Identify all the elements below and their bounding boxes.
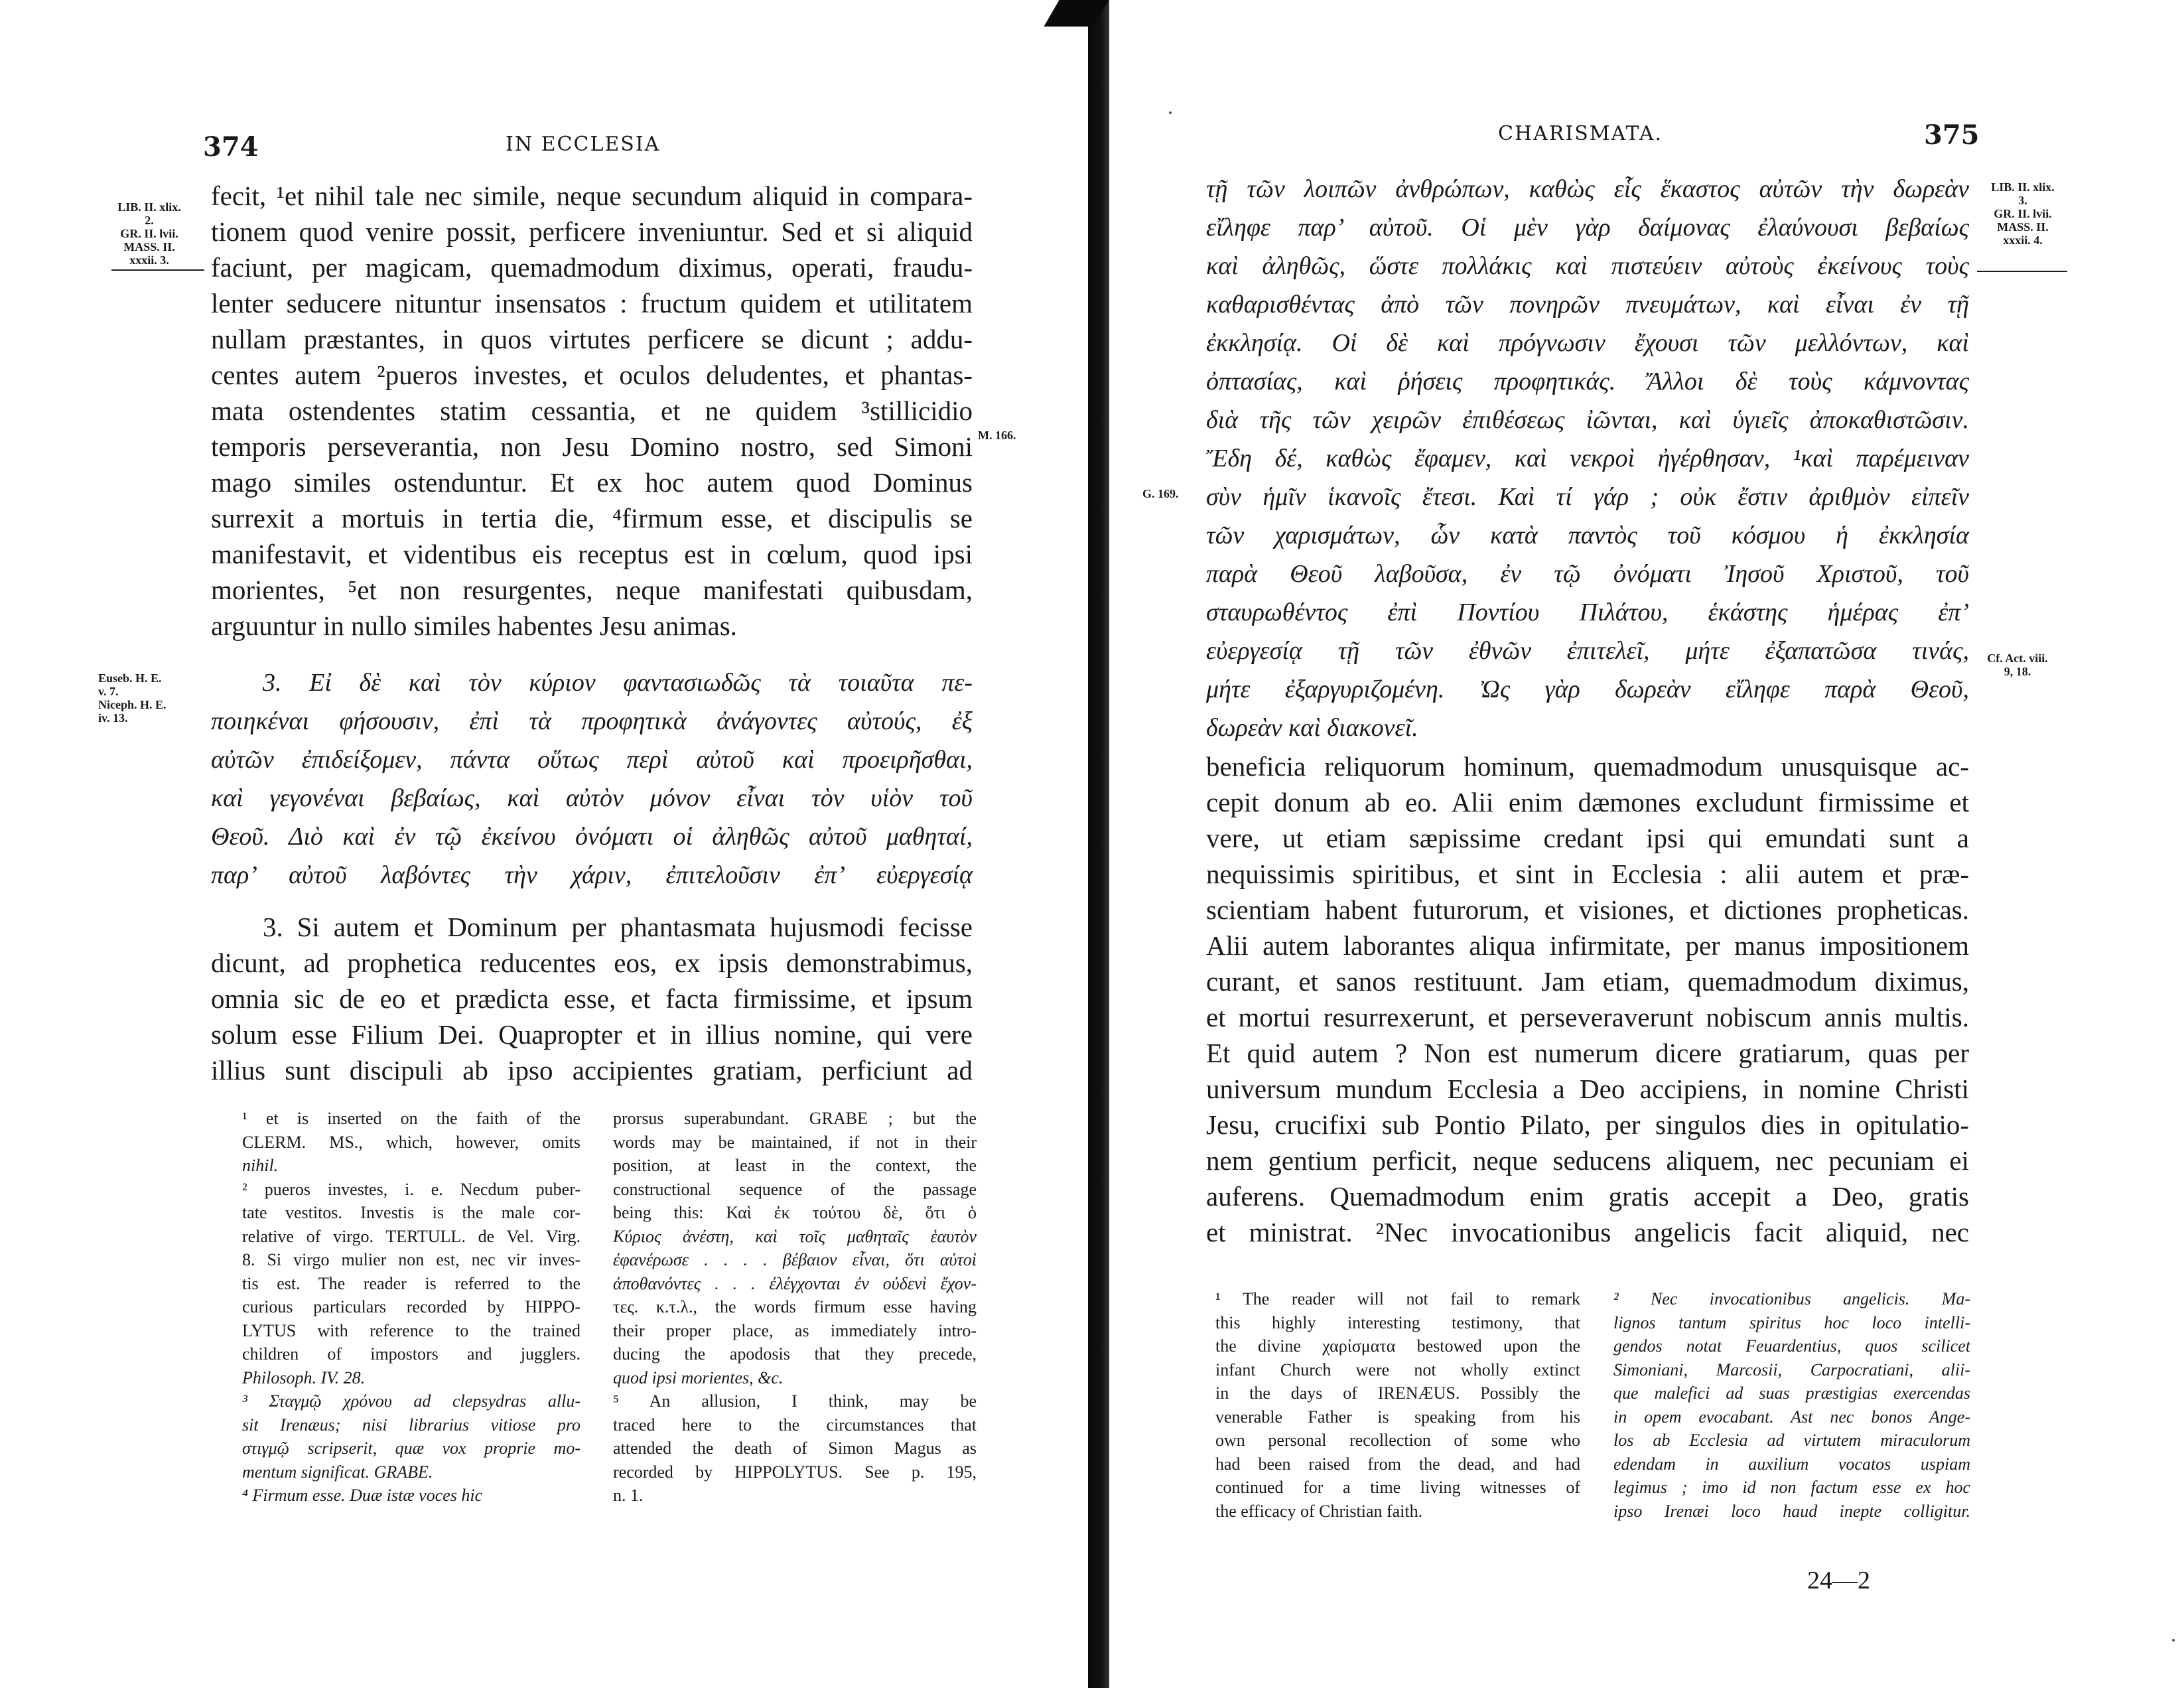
right-page [1109,0,2184,1688]
footnotes-column-1 [1215,1287,1580,1523]
text-line: μήτε ἐξαργυριζομένη. Ὠς γὰρ δωρεὰν εἴληφε παρὰ Θεοῦ, [1206,675,1969,703]
text-line: ποιηκέναι φήσουσιν, ἐπὶ τὰ προφητικὰ ἀνάγοντες αὐτούς, ἐξ [211,707,973,735]
footnote-line: ducing the apodosis that they precede, [613,1344,977,1364]
footnote-line: legimus ; imo id non factum esse ex hoc [1613,1478,1970,1497]
footnote-line: position, at least in the context, the [613,1156,977,1175]
page-number: 375 [1924,119,1980,151]
margin-rule [1977,271,2067,272]
margin-line: 3. [2018,194,2027,207]
running-title: IN ECCLESIA [506,133,661,156]
text-line: εἴληφε παρ’ αὐτοῦ. Οἱ μὲν γὰρ δαίμονας ἐλαύνουσι βεβαίως [1206,214,1969,242]
text-line: ἐκκλησίᾳ. Οἱ δὲ καὶ πρόγνωσιν ἔχουσι τῶν μελλόντων, καὶ [1206,329,1969,357]
text-line: cepit donum ab eo. Alii enim dæmones excludunt firmissime et [1206,787,1969,817]
text-line: solum esse Filium Dei. Quapropter et in illius nomine, qui vere [211,1019,973,1050]
text-line: Ἔδη δέ, καθὼς ἔφαμεν, καὶ νεκροὶ ἠγέρθησαν, ¹καὶ παρέμειναν [1206,445,1969,472]
footnote-line: their proper place, as immediately intro- [613,1320,977,1340]
footnote-line: recorded by HIPPOLYTUS. See p. 195, [613,1462,977,1482]
footnote-line: words may be maintained, if not in their [613,1132,977,1152]
latin-text-top [211,178,973,644]
footnote-line: quod ipsi morientes, &c. [613,1368,784,1387]
text-line: et ministrat. ²Nec invocationibus angelicis facit aliquid, nec [1206,1217,1969,1247]
footnote-line: ἀποθανόντες . . . ἐλέγχονται ἐν οὐδενὶ ἔχον- [613,1273,977,1293]
text-line: Θεοῦ. Διὸ καὶ ἐν τῷ ἐκείνου ὀνόματι οἱ ἀληθῶς αὐτοῦ μαθηταί, [211,823,973,851]
footnotes-column-2 [1613,1287,1970,1523]
text-line: εὐεργεσίᾳ τῇ τῶν ἐθνῶν ἐπιτελεῖ, μήτε ἐξαπατῶσα τινάς, [1206,637,1969,665]
footnote-line: ¹ et is inserted on the faith of the [242,1109,580,1128]
margin-line: v. 7. [98,685,119,698]
text-line: Alii autem laborantes aliqua infirmitate, per manus impositionem [1206,930,1969,961]
left-page [0,0,1088,1688]
text-line: διὰ τῆς τῶν χειρῶν ἐπιθέσεως ἰῶνται, καὶ ὑγιεῖς ἀποκαθιστῶσιν. [1206,406,1969,434]
text-line: Jesu, crucifixi sub Pontio Pilato, per singulos dies in opitulatio- [1206,1109,1969,1140]
footnote-line: Philosoph. IV. 28. [242,1368,366,1387]
footnote-line: relative of virgo. TERTULL. de Vel. Virg. [242,1226,580,1246]
footnote-line: own personal recollection of some who [1215,1431,1580,1450]
text-line: lenter seducere nituntur insensatos : fructum quidem et utilitatem [211,288,973,318]
text-line: mago similes ostenduntur. Et ex hoc autem quod Dominus [211,467,973,498]
footnote-line: constructional sequence of the passage [613,1179,977,1199]
footnote-line: ² Nec invocationibus angelicis. Ma- [1613,1289,1970,1308]
margin-reference [1973,180,2073,247]
text-line: arguuntur in nullo similes habentes Jesu animas. [211,610,737,641]
footnote-line: nihil. [242,1156,279,1175]
footnote-line: mentum significat. GRABE. [242,1462,433,1482]
margin-line: iv. 13. [98,711,128,725]
margin-line: GR. II. lvii. [120,227,178,240]
margin-line: LIB. II. xlix. [1991,180,2055,194]
footnote-line: in the days of IRENÆUS. Possibly the [1215,1383,1580,1403]
text-line: δωρεὰν καὶ διακονεῖ. [1206,714,1418,742]
margin-reference [98,671,204,725]
footnote-line: ² pueros investes, i. e. Necdum puber- [242,1179,580,1199]
book-gutter [1088,0,1109,1688]
margin-line: GR. II. lvii. [1994,207,2052,220]
margin-line: xxxii. 3. [129,253,169,267]
footnote-line: children of impostors and jugglers. [242,1344,580,1364]
footnote-line: Simoniani, Marcosii, Carpocratiani, alii- [1613,1360,1970,1379]
text-line: tionem quod venire possit, perficere inveniuntur. Sed et si aliquid [211,216,973,247]
text-line: nequissimis spiritibus, et sint in Ecclesia : alii autem et præ- [1206,859,1969,889]
margin-reference: G. 169. [1142,487,1179,500]
margin-line: MASS. II. [123,240,175,253]
footnote-line: sit Irenæus; nisi librarius vitiose pro [242,1415,580,1435]
footnote-line: infant Church were not wholly extinct [1215,1360,1580,1379]
margin-line: Niceph. H. E. [98,698,167,711]
footnote-line: ⁵ An allusion, I think, may be [613,1391,977,1411]
text-line: παρὰ Θεοῦ λαβοῦσα, ἐν τῷ ὀνόματι Ἰησοῦ Χριστοῦ, τοῦ [1206,560,1969,588]
text-line: fecit, ¹et nihil tale nec simile, neque secundum aliquid in compara- [211,180,973,211]
footnote-line: ipso Irenæi loco haud inepte colligitur. [1613,1501,1970,1521]
text-line: illius sunt discipuli ab ipso accipientes gratiam, perficiunt ad [211,1055,973,1086]
text-line: ὀπτασίας, καὶ ῥήσεις προφητικάς. Ἄλλοι δὲ τοὺς κάμνοντας [1206,368,1969,395]
text-line: vere, ut etiam sæpissime credant ipsi qui emundati sunt a [1206,823,1969,853]
text-line: αὐτῶν ἐπιδείξομεν, πάντα οὕτως περὶ αὐτοῦ καὶ προειρῆσθαι, [211,746,973,774]
text-line: beneficia reliquorum hominum, quemadmodum unusquisque ac- [1206,751,1969,782]
footnote-line: ἐφανέρωσε . . . . βέβαιον εἶναι, ὅτι αὐτοὶ [613,1250,977,1269]
footnote-line: gendos notat Feuardentius, quos scilicet [1613,1336,1970,1356]
footnote-line: que malefici ad suas præstigias exercendas [1613,1383,1970,1403]
margin-reference [1974,652,2061,678]
margin-line: 9, 18. [2004,665,2031,678]
text-line: καθαρισθέντας ἀπὸ τῶν πονηρῶν πνευμάτων, καὶ εἶναι ἐν τῇ [1206,291,1969,318]
text-line: τῇ τῶν λοιπῶν ἀνθρώπων, καθὼς εἷς ἕκαστος αὐτῶν τὴν δωρεὰν [1206,175,1969,203]
footnote-line: ³ Σταγμῷ χρόνου ad clepsydras allu- [242,1391,580,1411]
footnote-line: continued for a time living witnesses of [1215,1478,1580,1497]
greek-text [1206,170,1969,747]
text-line: mata ostendentes statim cessantia, et ne quidem ³stillicidio [211,395,973,426]
latin-text [1206,748,1969,1250]
text-line: dicunt, ad prophetica reducentes eos, ex ipsis demonstrabimus, [211,948,973,978]
footnote-line: στιγμῷ scripserit, quæ vox proprie mo- [242,1439,580,1458]
margin-line: xxxii. 4. [2003,234,2043,247]
footnote-line: 8. Si virgo mulier non est, nec vir inves- [242,1250,580,1269]
greek-text [211,664,973,894]
text-line: 3. Si autem et Dominum per phantasmata hujusmodi fecisse [263,912,973,942]
footnote-line: CLERM. MS., which, however, omits [242,1132,580,1152]
text-line: surrexit a mortuis in tertia die, ⁴firmum esse, et discipulis se [211,503,973,533]
margin-line: 2. [145,214,154,227]
text-line: nem gentium perficit, neque seducens aliquem, nec pecuniam ei [1206,1145,1969,1176]
text-line: nullam præstantes, in quos virtutes perficere se dicunt ; addu- [211,324,973,354]
text-line: omnia sic de eo et prædicta esse, et facta firmissime, et ipsum [211,983,973,1014]
footnote-line: n. 1. [613,1486,644,1505]
text-line: 3. Εἰ δὲ καὶ τὸν κύριον φαντασιωδῶς τὰ τοιαῦτα πε- [263,669,973,697]
text-line: scientiam habent futurorum, et visiones, et dictiones propheticas. [1206,894,1969,925]
margin-line: Cf. Act. viii. [1987,652,2048,665]
footnote-line: the divine χαρίσματα bestowed upon the [1215,1336,1580,1356]
footnote-line: ¹ The reader will not fail to remark [1215,1289,1580,1308]
page-number: 374 [203,131,259,163]
text-line: temporis perseverantia, non Jesu Domino nostro, sed Simoni [211,431,973,462]
print-speck [1169,111,1172,114]
footnote-line: LYTUS with reference to the trained [242,1320,580,1340]
text-line: universum mundum Ecclesia a Deo accipiens, in nomine Christi [1206,1074,1969,1104]
text-line: σὺν ἡμῖν ἱκανοῖς ἔτεσι. Καὶ τί γάρ ; οὐκ ἔστιν ἀριθμὸν εἰπεῖν [1206,483,1969,511]
footnote-line: lignos tantum spiritus hoc loco intelli- [1613,1312,1970,1332]
text-line: faciunt, per magicam, quemadmodum diximus, operati, fraudu- [211,252,973,283]
footnote-line: venerable Father is speaking from his [1215,1407,1580,1427]
signature-mark: 24—2 [1807,1567,1870,1594]
footnote-line: τες. κ.τ.λ., the words firmum esse having [613,1297,977,1316]
text-line: curant, et sanos restituunt. Jam etiam, quemadmodum diximus, [1206,966,1969,997]
footnotes-column-2 [613,1107,977,1508]
footnote-line: had been raised from the dead, and had [1215,1454,1580,1474]
footnote-line: the efficacy of Christian faith. [1215,1501,1423,1521]
footnote-line: curious particulars recorded by HIPPO- [242,1297,580,1316]
footnote-line: in opem evocabant. Ast nec bonos Ange- [1613,1407,1970,1427]
footnote-line: ⁴ Firmum esse. Duæ istæ voces hic [242,1486,483,1505]
footnote-line: edendam in auxilium vocatos uspiam [1613,1454,1970,1474]
text-line: manifestavit, et videntibus eis receptus est in cœlum, quod ipsi [211,539,973,569]
text-line: morientes, ⁵et non resurgentes, neque manifestati quibusdam, [211,575,973,605]
footnote-line: tis est. The reader is referred to the [242,1273,580,1293]
footnotes-column-1 [242,1107,580,1508]
text-line: et mortui resurrexerunt, et perseveraverunt nobiscum annis multis. [1206,1002,1969,1032]
footnote-line: Κύριος ἀνέστη, καὶ τοῖς μαθηταῖς ἑαυτὸν [613,1226,977,1246]
latin-text-bottom [211,909,973,1088]
footnote-line: tate vestitos. Investis is the male cor- [242,1203,580,1222]
print-speck [2172,1639,2175,1642]
footnote-line: being this: Καὶ ἐκ τούτου δὲ, ὅτι ὁ [613,1203,977,1222]
footnote-line: prorsus superabundant. GRABE ; but the [613,1109,977,1128]
margin-line: LIB. II. xlix. [117,200,181,214]
margin-reference: M. 166. [978,429,1016,442]
text-line: καὶ γεγονέναι βεβαίως, καὶ αὐτὸν μόνον εἶναι τὸν υἱὸν τοῦ [211,784,973,812]
text-line: τῶν χαρισμάτων, ὧν κατὰ παντὸς τοῦ κόσμου ἡ ἐκκλησία [1206,522,1969,549]
text-line: παρ’ αὐτοῦ λαβόντες τὴν χάριν, ἐπιτελοῦσιν ἐπ’ εὐεργεσίᾳ [211,861,973,889]
margin-reference [93,200,206,267]
text-line: centes autem ²pueros investes, et oculos deludentes, et phantas- [211,360,973,390]
footnote-line: los ab Ecclesia ad virtutem miraculorum [1613,1431,1970,1450]
footnote-line: attended the death of Simon Magus as [613,1439,977,1458]
text-line: auferens. Quemadmodum enim gratis accepit a Deo, gratis [1206,1181,1969,1212]
margin-line: Euseb. H. E. [98,671,162,685]
margin-rule [111,269,204,271]
footnote-line: this highly interesting testimony, that [1215,1312,1580,1332]
text-line: Et quid autem ? Non est numerum dicere gratiarum, quas per [1206,1038,1969,1068]
running-title: CHARISMATA. [1498,122,1663,145]
text-line: σταυρωθέντος ἐπὶ Ποντίου Πιλάτου, ἑκάστης ἡμέρας ἐπ’ [1206,598,1969,626]
margin-line: MASS. II. [1997,220,2049,234]
footnote-line: traced here to the circumstances that [613,1415,977,1435]
text-line: καὶ ἀληθῶς, ὥστε πολλάκις καὶ πιστεύειν αὐτοὺς ἐκείνους τοὺς [1206,252,1969,280]
